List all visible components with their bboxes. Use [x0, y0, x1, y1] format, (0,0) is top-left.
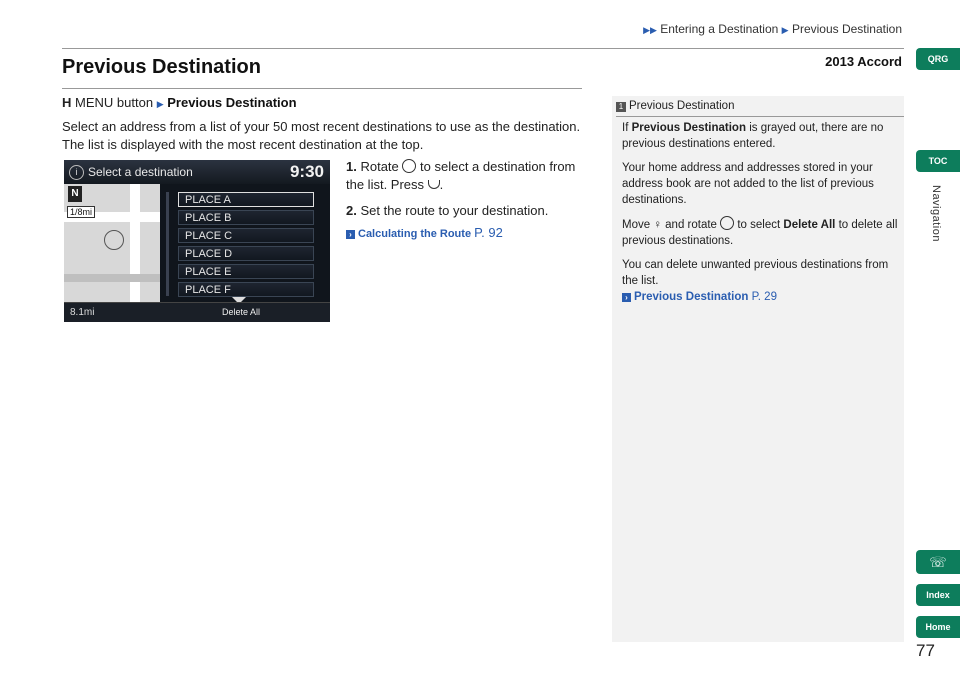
header-rule — [62, 48, 904, 49]
menu-path — [62, 95, 297, 110]
note-xref-page: P. 29 — [751, 291, 777, 303]
step-2 — [346, 202, 586, 243]
screen-delete-all: Delete All — [222, 307, 261, 317]
note-paragraph — [622, 257, 898, 305]
voice-command-tab[interactable] — [916, 550, 960, 574]
vehicle-position-icon — [104, 230, 124, 250]
step-text: Rotate — [360, 159, 399, 174]
step-text: . — [439, 177, 444, 192]
screen-footer — [64, 302, 330, 322]
note-marker-icon: 1 — [616, 102, 626, 112]
xref-page: P. 92 — [474, 225, 503, 240]
navigation-screen — [64, 160, 330, 322]
interface-dial-icon — [720, 216, 734, 230]
intro-text: Select an address from a list of your 50 most recent destinations to use as the destination. The list is displayed with the most recent destination at the top. — [62, 119, 581, 152]
menu-path-target: Previous Destination — [167, 95, 297, 110]
note-text: You can delete unwanted previous destinations from the list. — [622, 259, 889, 287]
destination-list — [160, 184, 330, 302]
note-paragraph: Your home address and addresses stored in your address book are not added to the list of previous destinations. — [622, 162, 874, 206]
note-xref-link[interactable] — [622, 291, 777, 303]
tab-qrg[interactable]: QRG — [916, 48, 960, 70]
menu-path-arrow-icon: ▶ — [156, 99, 164, 109]
car-model: 2013 Accord — [825, 54, 902, 69]
step-text: to select a destination from the list. Press — [346, 159, 576, 192]
xref-arrow-icon: › — [622, 293, 631, 302]
list-scrollbar — [166, 192, 169, 296]
note-text: is grayed out, there are no previous destinations entered. — [622, 122, 884, 150]
title-rule — [62, 88, 582, 89]
note-text: to select — [737, 219, 781, 231]
step-number: 2. — [346, 203, 357, 218]
tab-toc[interactable]: TOC — [916, 150, 960, 172]
screen-map — [64, 184, 160, 302]
map-scale: 1/8mi — [67, 206, 95, 218]
home-button-icon: H — [62, 95, 72, 110]
side-note — [612, 96, 904, 642]
list-item: PLACE A — [178, 192, 314, 207]
section-label: Navigation — [930, 185, 942, 242]
breadcrumb-arrow-icon: ▶ — [781, 25, 789, 35]
tab-index[interactable]: Index — [916, 584, 960, 606]
note-text: If — [622, 122, 629, 134]
xref-label: Calculating the Route — [358, 228, 472, 240]
breadcrumb-arrow-icon: ▶▶ — [643, 25, 657, 35]
note-text: and rotate — [665, 219, 717, 231]
breadcrumb-item[interactable]: Entering a Destination — [660, 22, 779, 36]
note-paragraph — [622, 120, 898, 152]
note-heading — [616, 100, 904, 117]
step-text: Set the route to your destination. — [360, 203, 549, 218]
list-item: PLACE D — [178, 246, 314, 261]
move-dial-icon: ♀ — [653, 219, 662, 231]
note-paragraph — [622, 216, 898, 249]
steps — [346, 158, 586, 251]
note-text: to delete all previous destinations. — [622, 219, 898, 247]
list-item: PLACE E — [178, 264, 314, 279]
note-text-bold: Previous Destination — [631, 122, 746, 134]
interface-dial-icon — [402, 159, 416, 173]
compass-icon: N — [68, 186, 82, 202]
info-icon: i — [69, 165, 84, 180]
step-1 — [346, 158, 586, 194]
page-title: Previous Destination — [62, 56, 261, 78]
xref-arrow-icon: › — [346, 230, 355, 239]
screen-header — [64, 160, 330, 185]
note-text: Move — [622, 219, 651, 231]
note-body — [622, 120, 898, 313]
voice-icon: ☏ — [929, 554, 947, 570]
breadcrumb — [643, 22, 902, 36]
footer-distance: 8.1mi — [70, 307, 95, 318]
map-road — [130, 184, 140, 302]
xref-link[interactable] — [346, 224, 586, 243]
step-number: 1. — [346, 159, 357, 174]
breadcrumb-item[interactable]: Previous Destination — [791, 22, 902, 36]
note-xref-label: Previous Destination — [634, 291, 749, 303]
map-road — [64, 274, 160, 282]
note-text-bold: Delete All — [783, 219, 836, 231]
screen-title: Select a destination — [88, 165, 193, 179]
page-number: 77 — [916, 641, 935, 660]
menu-path-prefix: MENU button — [75, 95, 154, 110]
tab-home[interactable]: Home — [916, 616, 960, 638]
screen-clock: 9:30 — [289, 162, 324, 181]
list-item: PLACE C — [178, 228, 314, 243]
list-item: PLACE F — [178, 282, 314, 297]
list-item: PLACE B — [178, 210, 314, 225]
note-heading-text: Previous Destination — [629, 100, 735, 112]
press-dial-icon — [428, 180, 440, 189]
